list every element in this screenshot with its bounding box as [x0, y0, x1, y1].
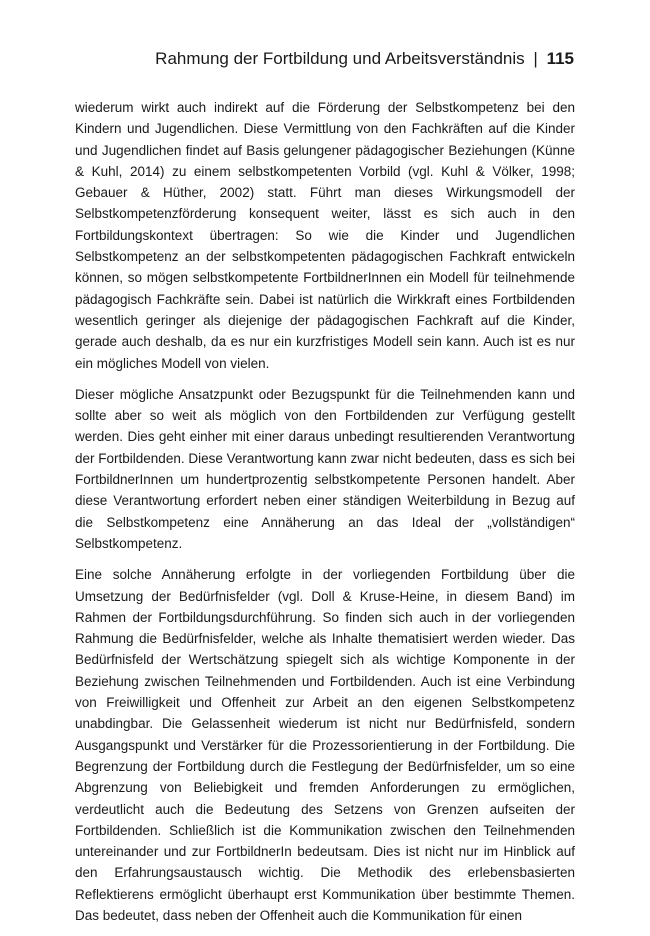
paragraph: Dieser mögliche Ansatzpunkt oder Bezugspunkt für die Teilnehmenden kann und sollte aber so weit als möglich von den Fortbildenden zur Verfügung gestellt werden. Dies geht einher mit einer daraus unbedingt resultierenden Verantwortung der Fortbildenden. Diese Verantwortung kann zwar nicht bedeuten, dass es sich bei FortbildnerInnen um hundertprozentig selbstkompetente Personen handelt. Aber diese Verantwortung erfordert neben einer ständigen Weiterbildung in Bezug auf die Selbstkompetenz eine Annäherung an das Ideal der „vollständigen“ Selbstkompetenz.: [75, 386, 575, 551]
paragraph: Eine solche Annäherung erfolgte in der vorliegenden Fortbildung über die Umsetzung der Bedürfnisfelder (vgl. Doll & Kruse-Heine, in diesem Band) im Rahmen der Fortbildungsdurchführung. So finden sich auch in der vorliegenden Rahmung die Bedürfnisfelder, welche als Inhalte thematisiert werden wieder. Das Bedürfnisfeld der Wertschätzung spiegelt sich als wichtige Komponente in der Beziehung zwischen Teilnehmenden und Fortbildenden. Auch ist eine Verbindung von Freiwilligkeit und Offenheit zur Arbeit an den eigenen Selbstkompetenz unabdingbar. Die Gelassenheit wiederum ist nicht nur Bedürfnisfeld, sondern Ausgangspunkt und Verstärker für die Prozessorientierung in der Fortbildung. Die Begrenzung der Fortbildung durch die Festlegung der Bedürfnisfelder, um so eine Abgrenzung von Beliebigkeit und fremden Anforderungen zu ermöglichen, verdeutlicht auch die Bedeutung des Setzens von Grenzen aufseiten der Fortbildenden. Schließlich ist die Kommunikation zwischen den Teilnehmenden untereinander und zur FortbildnerIn bedeutsam. Dies ist nicht nur im Hinblick auf den Erfahrungsaustausch wichtig. Die Methodik des erlebensbasierten Reflektierens ermöglicht überhaupt erst Kommunikation über bestimmte Themen. Das bedeutet, dass neben der Offenheit auch die Kommunikation für einen: [75, 567, 575, 923]
running-title: Rahmung der Fortbildung und Arbeitsverständnis: [155, 49, 525, 68]
header-separator: |: [533, 49, 538, 68]
paragraph: wiederum wirkt auch indirekt auf die Förderung der Selbstkompetenz bei den Kindern und Jugendlichen. Diese Vermittlung von den Fachkräften auf die Kinder und Jugendlichen findet auf Basis gelungener pädagogischer Beziehungen (Künne & Kuhl, 2014) zu einem selbstkompetenten Vorbild (vgl. Kuhl & Völker, 1998; Gebauer & Hüther, 2002) statt. Führt man dieses Wirkungsmodell der Selbstkompetenzförderung konsequent weiter, lässt es sich auch in den Fortbildungskontext übertragen: So wie die Kinder und Jugendlichen Selbstkompetenz an der selbstkompetenten pädagogischen Fachkraft entwickeln können, so mögen selbstkompetente FortbildnerInnen ein Modell für teilnehmende pädagogisch Fachkräfte sein. Dabei ist natürlich die Wirkkraft eines Fortbildenden wesentlich geringer als diejenige der pädagogischen Fachkraft auf die Kinder, gerade auch deshalb, da es nur ein kurzfristiges Modell sein kann. Auch ist es nur ein mögliches Modell von vielen.: [75, 100, 575, 371]
body-text: [75, 97, 575, 936]
page-number: 115: [546, 49, 574, 68]
running-header: [155, 48, 574, 70]
